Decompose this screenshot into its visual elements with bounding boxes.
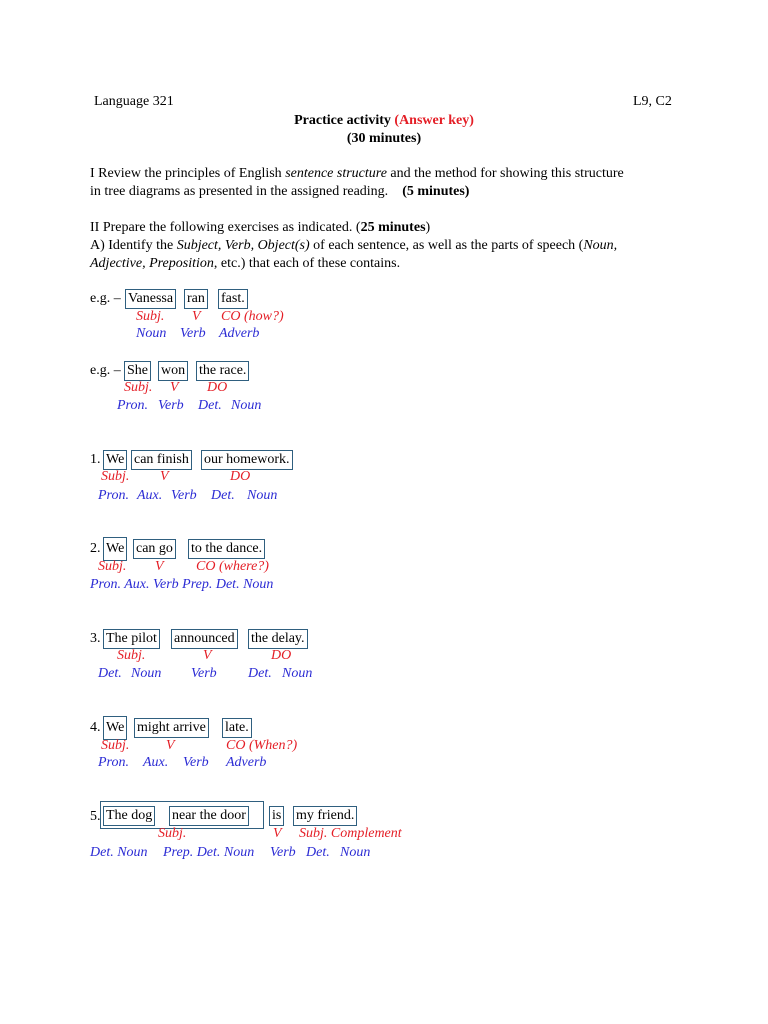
role-label: Subj. xyxy=(124,380,153,395)
word-box: can finish xyxy=(131,450,192,470)
word-box: the delay. xyxy=(248,629,308,649)
word-box: to the dance. xyxy=(188,539,265,559)
role-label: CO (where?) xyxy=(196,559,269,574)
pos-label: Det. xyxy=(98,666,122,681)
pos-label: Aux. xyxy=(137,488,163,503)
instruction-em: Subject, Verb, Object(s) xyxy=(176,238,310,253)
role-label: V xyxy=(273,826,282,841)
word-box: ran xyxy=(184,289,208,309)
word-box: We xyxy=(103,450,127,470)
lesson-code: L9, C2 xyxy=(633,94,672,109)
role-label: Subj. xyxy=(98,559,127,574)
word-box: is xyxy=(269,806,284,826)
word-box: might arrive xyxy=(134,718,209,738)
word-box: my friend. xyxy=(293,806,357,826)
pos-label: Verb xyxy=(183,755,209,770)
pos-label: Noun xyxy=(131,666,162,681)
pos-label: Det. xyxy=(211,488,235,503)
item-number: 1. xyxy=(90,452,101,467)
section1-em: sentence structure xyxy=(285,166,387,181)
pos-label: Noun xyxy=(282,666,313,681)
instruction-em3: Adjective, Preposition xyxy=(90,256,214,271)
role-label: DO xyxy=(271,648,292,663)
pos-label: Adverb xyxy=(226,755,267,770)
pos-label: Noun xyxy=(247,488,278,503)
pos-label: Pron. xyxy=(98,755,129,770)
item-number: 4. xyxy=(90,720,101,735)
word-box: We xyxy=(103,537,127,561)
role-label: Subj. xyxy=(101,469,130,484)
pos-label: Verb xyxy=(158,398,184,413)
item-number: 3. xyxy=(90,631,101,646)
section2-time: 25 minutes xyxy=(360,220,426,235)
section1-line2 xyxy=(90,183,469,201)
word-box: The dog xyxy=(103,806,155,826)
example-prefix: e.g. – xyxy=(90,363,121,378)
section2-heading xyxy=(90,219,430,237)
pos-label: Pron. xyxy=(117,398,148,413)
word-box: We xyxy=(103,716,127,740)
role-label: DO xyxy=(207,380,228,395)
section2-suffix: ) xyxy=(425,220,431,235)
word-box: Vanessa xyxy=(125,289,176,309)
section1-line1 xyxy=(90,165,624,183)
pos-label: Noun xyxy=(231,398,262,413)
pos-label: Pron. xyxy=(98,488,129,503)
pos-label: Prep. Det. Noun xyxy=(163,845,255,860)
course-label: Language 321 xyxy=(94,94,174,109)
instruction-line1 xyxy=(90,237,617,255)
page-title xyxy=(0,112,768,130)
role-label: Subj. xyxy=(136,309,165,324)
duration-text: (30 minutes) xyxy=(346,131,422,146)
instruction-line2 xyxy=(90,255,400,273)
role-label: DO xyxy=(230,469,251,484)
instruction-prefix: A) Identify the xyxy=(90,238,177,253)
role-label: Subj. xyxy=(117,648,146,663)
role-label: V xyxy=(166,738,175,753)
example-prefix: e.g. – xyxy=(90,291,121,306)
pos-label: Verb xyxy=(171,488,197,503)
item-number: 2. xyxy=(90,541,101,556)
word-box: can go xyxy=(133,539,176,559)
item-number: 5. xyxy=(90,809,101,824)
section2-prefix: II Prepare the following exercises as indicated. ( xyxy=(90,220,361,235)
instruction-em2: Noun, xyxy=(583,238,618,253)
duration xyxy=(0,130,768,148)
pos-label: Verb xyxy=(191,666,217,681)
role-label: CO (how?) xyxy=(221,309,284,324)
role-label: V xyxy=(155,559,164,574)
pos-label: Verb xyxy=(180,326,206,341)
word-box: fast. xyxy=(218,289,248,309)
pos-label: Noun xyxy=(340,845,371,860)
role-label: CO (When?) xyxy=(226,738,298,753)
word-box: near the door xyxy=(169,806,249,826)
pos-label: Pron. Aux. Verb Prep. Det. Noun xyxy=(90,577,274,592)
role-label: V xyxy=(192,309,201,324)
section1-rest: and the method for showing this structure xyxy=(386,166,624,181)
instruction-rest: , etc.) that each of these contains. xyxy=(213,256,401,271)
pos-label: Adverb xyxy=(219,326,260,341)
word-box: our homework. xyxy=(201,450,293,470)
pos-label: Aux. xyxy=(143,755,169,770)
word-box: She xyxy=(124,361,151,381)
role-label: V xyxy=(170,380,179,395)
pos-label: Verb xyxy=(270,845,296,860)
word-box: late. xyxy=(222,718,252,738)
word-box: won xyxy=(158,361,188,381)
role-label: Subj. Complement xyxy=(299,826,402,841)
pos-label: Det. xyxy=(306,845,330,860)
pos-label: Det. xyxy=(248,666,272,681)
pos-label: Noun xyxy=(136,326,167,341)
answer-key-label: (Answer key) xyxy=(394,113,474,128)
role-label: Subj. xyxy=(101,738,130,753)
word-box: announced xyxy=(171,629,238,649)
word-box: the race. xyxy=(196,361,249,381)
pos-label: Det. Noun xyxy=(90,845,148,860)
section1-prefix: I Review the principles of English xyxy=(90,166,286,181)
title-text: Practice activity xyxy=(294,113,391,128)
role-label: Subj. xyxy=(158,826,187,841)
section1-line2-text: in tree diagrams as presented in the assigned reading. xyxy=(90,184,389,199)
role-label: V xyxy=(160,469,169,484)
section1-time: (5 minutes) xyxy=(402,184,470,199)
pos-label: Det. xyxy=(198,398,222,413)
word-box: The pilot xyxy=(103,629,160,649)
role-label: V xyxy=(203,648,212,663)
instruction-mid: of each sentence, as well as the parts of speech ( xyxy=(309,238,584,253)
